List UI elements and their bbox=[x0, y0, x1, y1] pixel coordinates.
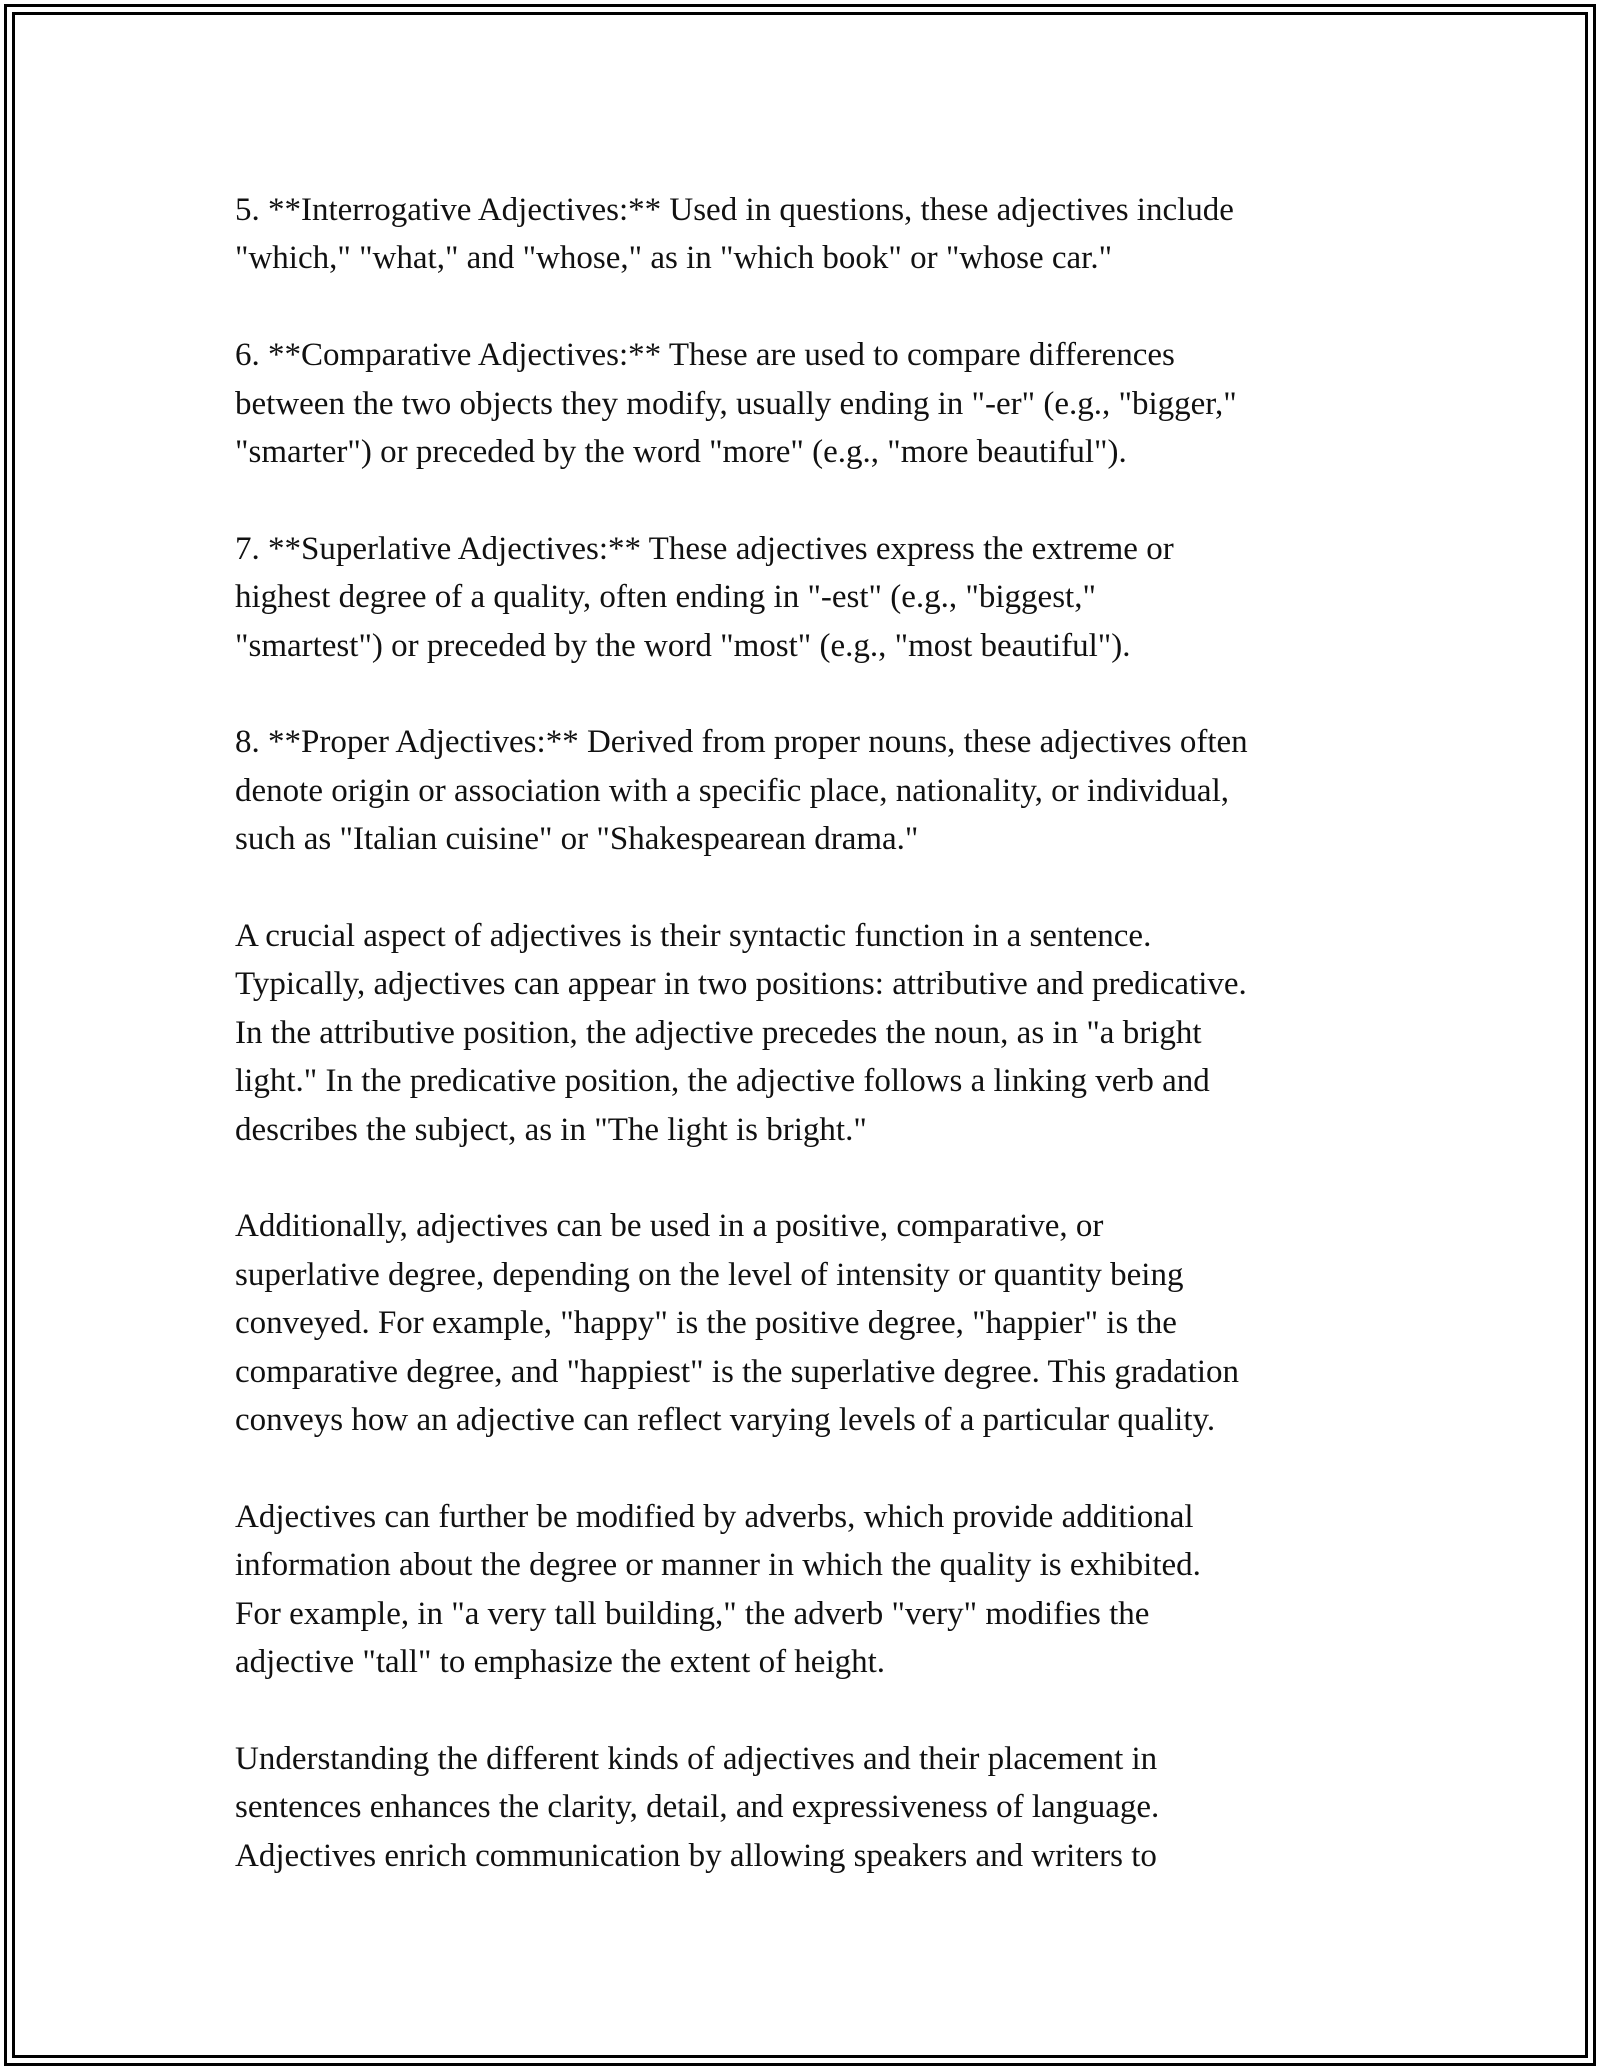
paragraph-interrogative-adjectives: 5. **Interrogative Adjectives:** Used in questions, these adjectives include "which," "what," and "whose," as in "which book" or "whose car." bbox=[235, 192, 1234, 277]
paragraph-proper-adjectives: 8. **Proper Adjectives:** Derived from proper nouns, these adjectives often denote origin or association with a specific place, nationality, or individual, such as "Italian cuisine" or "Shakespearean drama." bbox=[235, 724, 1248, 858]
paragraph-adverb-modification: Adjectives can further be modified by adverbs, which provide additional information about the degree or manner in which the quality is exhibited. For example, in "a very tall building," the adverb "very" modifies the adjective "tall" to emphasize the extent of height. bbox=[235, 1498, 1201, 1681]
paragraph-degrees: Additionally, adjectives can be used in a positive, comparative, or superlative degree, depending on the level of intensity or quantity being conveyed. For example, "happy" is the positive degree, "happier" is the comparative degree, and "happiest" is the superlative degree. This gradation conveys how an adjective can reflect varying levels of a particular quality. bbox=[235, 1208, 1240, 1439]
paragraph-syntactic-function: A crucial aspect of adjectives is their syntactic function in a sentence. Typically, adjectives can appear in two positions: attributive and predicative. In the attributive position, the adjective precedes the noun, as in "a bright light." In the predicative position, the adjective follows a linking verb and describes the subject, as in "The light is bright." bbox=[235, 918, 1247, 1148]
paragraph-superlative-adjectives: 7. **Superlative Adjectives:** These adjectives express the extreme or highest degree of a quality, often ending in "-est" (e.g., "biggest," "smartest") or preceded by the word "most" (e.g., "most beautiful"). bbox=[235, 530, 1174, 664]
document-body bbox=[235, 186, 1375, 1880]
paragraph-conclusion: Understanding the different kinds of adjectives and their placement in sentences enhances the clarity, detail, and expressiveness of language. Adjectives enrich communication by allowing speakers and writers to bbox=[235, 1740, 1160, 1874]
paragraph-comparative-adjectives: 6. **Comparative Adjectives:** These are used to compare differences between the two objects they modify, usually ending in "-er" (e.g., "bigger," "smarter") or preceded by the word "more" (e.g., "more beautiful"). bbox=[235, 337, 1237, 471]
